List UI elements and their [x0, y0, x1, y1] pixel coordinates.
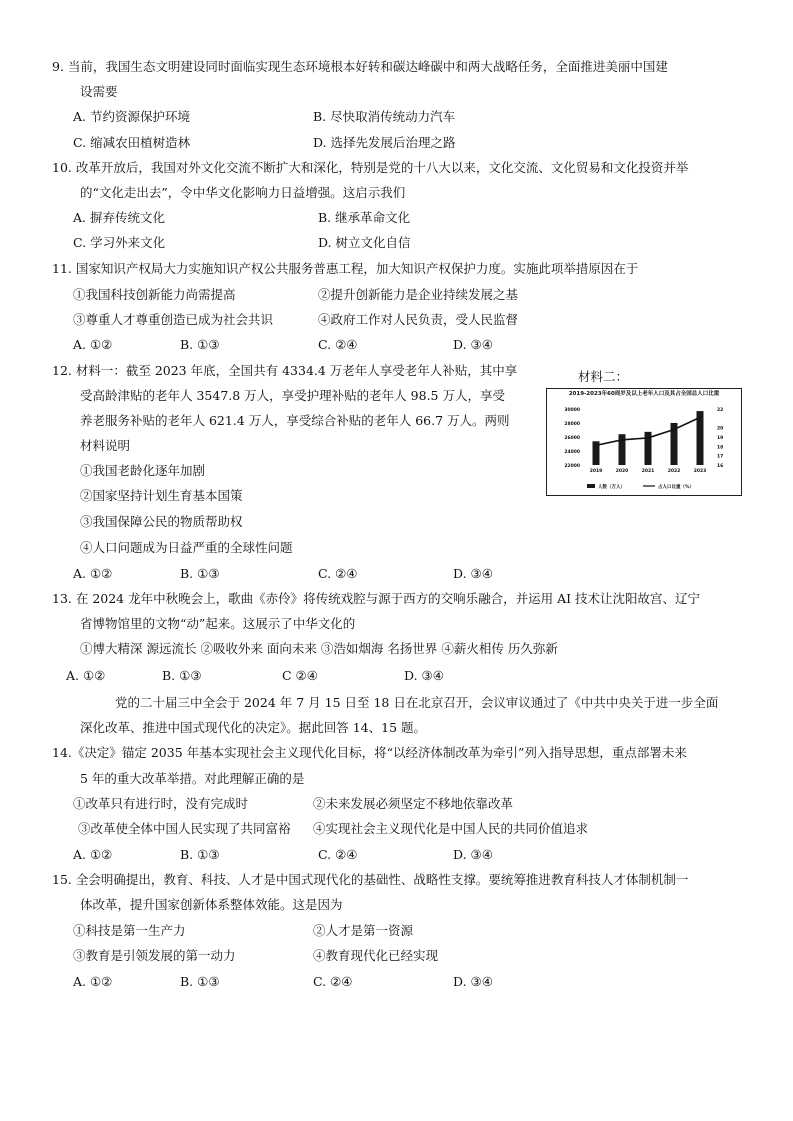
- q15-option-a: A. ①②: [73, 974, 113, 989]
- q15-item-2: ②人才是第一资源: [313, 923, 414, 938]
- q12-stem-line3: 养老服务补贴的老年人 621.4 万人，享受综合补贴的老年人 66.7 万人。两则: [80, 413, 510, 428]
- q9-option-c: C. 缩减农田植树造林: [73, 135, 191, 150]
- legend-line-label: 占人口比重（%）: [658, 485, 695, 490]
- q12-item-4: ④人口问题成为日益严重的全球性问题: [80, 540, 293, 555]
- q13-stem-line2: 省博物馆里的文物“动”起来。这展示了中华文化的: [80, 616, 356, 631]
- q9-option-a: A. 节约资源保护环境: [73, 109, 190, 124]
- q11-option-b: B. ①③: [180, 337, 220, 352]
- q12-stem-line4: 材料说明: [80, 438, 131, 453]
- legend-bar-swatch: [587, 484, 595, 488]
- q9-option-d: D. 选择先发展后治理之路: [313, 135, 456, 150]
- q14-option-b: B. ①③: [180, 847, 220, 862]
- q15-item-4: ④教育现代化已经实现: [313, 948, 439, 963]
- population-chart: [546, 388, 742, 496]
- x-tick-label-2020: 2020: [615, 469, 629, 474]
- q12-option-a: A. ①②: [73, 566, 113, 581]
- x-tick-label-2021: 2021: [641, 469, 655, 474]
- q11-item-1: ①我国科技创新能力尚需提高: [73, 287, 236, 302]
- q12-item-1: ①我国老龄化逐年加剧: [80, 463, 206, 478]
- q15-option-d: D. ③④: [453, 974, 493, 989]
- y-right-tick-label: 20: [717, 426, 724, 432]
- q9-stem-line2: 设需要: [80, 84, 118, 99]
- q10-option-d: D. 树立文化自信: [318, 235, 411, 250]
- q12-item-2: ②国家坚持计划生育基本国策: [80, 488, 243, 503]
- q15-item-3: ③教育是引领发展的第一动力: [73, 948, 236, 963]
- q12-item-3: ③我国保障公民的物质帮助权: [80, 514, 243, 529]
- y-right-tick-label: 18: [717, 445, 724, 451]
- q12-stem-line2: 受高龄津贴的老年人 3547.8 万人，享受护理补贴的老年人 98.5 万人，享受: [80, 388, 505, 403]
- ratio-point-2023: [699, 417, 701, 419]
- ratio-point-2021: [647, 437, 649, 439]
- legend-bar-label: 人数（万人）: [598, 485, 625, 490]
- q14-item-3: ③改革使全体中国人民实现了共同富裕: [78, 821, 291, 836]
- intro-line2: 深化改革、推进中国式现代化的决定》。据此回答 14、15 题。: [80, 720, 427, 735]
- q11-stem-line1: 11. 国家知识产权局大力实施知识产权公共服务普惠工程，加大知识产权保护力度。实施此项举措原因在于: [52, 261, 639, 276]
- q13-option-a: A. ①②: [66, 668, 106, 683]
- q11-item-3: ③尊重人才尊重创造已成为社会共识: [73, 312, 274, 327]
- bar-2020: [619, 434, 626, 465]
- y-right-tick-label: 22: [717, 408, 724, 413]
- q15-stem-line2: 体改革，提升国家创新体系整体效能。这是因为: [80, 897, 343, 912]
- q14-option-d: D. ③④: [453, 847, 493, 862]
- q15-option-c: C. ②④: [313, 974, 353, 989]
- y-left-tick-label: 30000: [564, 408, 580, 413]
- q11-option-c: C. ②④: [318, 337, 358, 352]
- material2-label: 材料二：: [578, 369, 629, 384]
- q11-option-d: D. ③④: [453, 337, 493, 352]
- q12-option-b: B. ①③: [180, 566, 220, 581]
- q9-stem-line1: 9. 当前，我国生态文明建设同时面临实现生态环境根本好转和碳达峰碳中和两大战略任务，全面推进美丽中国建: [52, 59, 668, 74]
- q14-option-c: C. ②④: [318, 847, 358, 862]
- q10-option-b: B. 继承革命文化: [318, 210, 411, 225]
- q14-stem-line2: 5 年的重大改革举措。对此理解正确的是: [80, 771, 305, 786]
- q11-option-a: A. ①②: [73, 337, 113, 352]
- q12-option-d: D. ③④: [453, 566, 493, 581]
- q14-item-1: ①改革只有进行时，没有完成时: [73, 796, 249, 811]
- q9-option-b: B. 尽快取消传统动力汽车: [313, 109, 456, 124]
- q15-item-1: ①科技是第一生产力: [73, 923, 186, 938]
- q15-stem-line1: 15. 全会明确提出，教育、科技、人才是中国式现代化的基础性、战略性支撑。要统筹推进教育科技人才体制机制一: [52, 872, 689, 887]
- q10-stem-line1: 10. 改革开放后，我国对外文化交流不断扩大和深化，特别是党的十八大以来，文化交流、文化贸易和文化投资并举: [52, 160, 689, 175]
- x-tick-label-2023: 2023: [693, 469, 707, 474]
- x-tick-label-2022: 2022: [667, 469, 681, 474]
- y-left-tick-label: 22000: [564, 464, 580, 469]
- chart-title: 2019-2023年60周岁及以上老年人口及其占全国总人口比重: [568, 391, 720, 397]
- q13-option-d: D. ③④: [404, 668, 444, 683]
- q13-option-b: B. ①③: [162, 668, 202, 683]
- q10-option-c: C. 学习外来文化: [73, 235, 166, 250]
- ratio-point-2022: [673, 429, 675, 431]
- q14-item-4: ④实现社会主义现代化是中国人民的共同价值追求: [313, 821, 589, 836]
- q13-items: ①博大精深 源远流长 ②吸收外来 面向未来 ③浩如烟海 名扬世界 ④薪火相传 历久弥新: [80, 641, 558, 656]
- intro-line1: 党的二十届三中全会于 2024 年 7 月 15 日至 18 日在北京召开，会议审议通过了《中共中央关于进一步全面: [115, 695, 719, 710]
- y-right-tick-label: 16: [717, 464, 724, 469]
- q10-option-a: A. 摒弃传统文化: [73, 210, 165, 225]
- y-left-tick-label: 28000: [564, 422, 580, 427]
- q10-stem-line2: 的“文化走出去”，令中华文化影响力日益增强。这启示我们: [80, 185, 406, 200]
- q14-stem-line1: 14.《决定》锚定 2035 年基本实现社会主义现代化目标，将“以经济体制改革为牵引”列入指导思想，重点部署未来: [52, 745, 687, 760]
- q11-item-4: ④政府工作对人民负责，受人民监督: [318, 312, 519, 327]
- y-left-tick-label: 26000: [564, 436, 580, 441]
- chart-plot: [547, 389, 741, 495]
- q15-option-b: B. ①③: [180, 974, 220, 989]
- q13-option-c: C ②④: [282, 668, 318, 683]
- q13-stem-line1: 13. 在 2024 龙年中秋晚会上，歌曲《赤伶》将传统戏腔与源于西方的交响乐融合，并运用 AI 技术让沈阳故宫、辽宁: [52, 591, 701, 606]
- ratio-point-2020: [621, 439, 623, 441]
- q14-option-a: A. ①②: [73, 847, 113, 862]
- q12-stem-line1: 12. 材料一：截至 2023 年底，全国共有 4334.4 万老年人享受老年人补贴，其中享: [52, 363, 518, 378]
- q14-item-2: ②未来发展必须坚定不移地依靠改革: [313, 796, 514, 811]
- q12-option-c: C. ②④: [318, 566, 358, 581]
- y-right-tick-label: 19: [717, 436, 724, 441]
- q11-item-2: ②提升创新能力是企业持续发展之基: [318, 287, 519, 302]
- ratio-point-2019: [595, 445, 597, 447]
- y-left-tick-label: 24000: [564, 450, 580, 455]
- y-right-tick-label: 17: [717, 454, 724, 460]
- x-tick-label-2019: 2019: [589, 469, 603, 474]
